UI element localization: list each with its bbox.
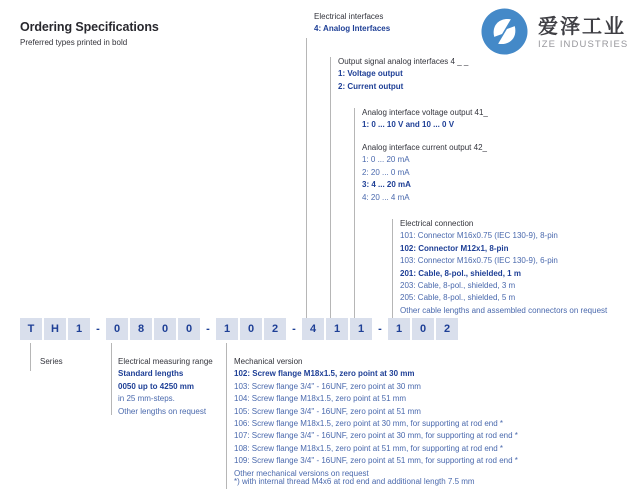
part-number-row bbox=[20, 318, 460, 340]
block-header: Mechanical version bbox=[234, 357, 303, 366]
part-char-box: 1 bbox=[326, 318, 348, 340]
option-line: 203: Cable, 8-pol., shielded, 3 m bbox=[400, 281, 516, 291]
option-line: Other mechanical versions on request bbox=[234, 468, 369, 478]
logo-english-name: IZE INDUSTRIES bbox=[538, 39, 629, 50]
option-line: 103: Connector M16x0.75 (IEC 130-9), 6-pin bbox=[400, 256, 558, 266]
block-electrical-measuring-range bbox=[118, 356, 213, 418]
option-line: 106: Screw flange M18x1.5, zero point at 30 mm, for supporting at rod end * bbox=[234, 419, 504, 429]
block-voltage-output bbox=[362, 107, 488, 132]
option-line: 103: Screw flange 3/4" - 16UNF, zero point at 30 mm bbox=[234, 381, 421, 391]
option-line: 0050 up to 4250 mm bbox=[118, 381, 195, 391]
footnote: *) with internal thread M4x6 at rod end and additional length 7.5 mm bbox=[234, 477, 475, 486]
option-line: Other lengths on request bbox=[118, 406, 207, 416]
part-separator: - bbox=[206, 323, 210, 335]
option-line: 205: Cable, 8-pol., shielded, 5 m bbox=[400, 293, 516, 303]
connector-line-series bbox=[30, 343, 31, 371]
block-header: Series bbox=[40, 357, 63, 366]
part-char-box: 0 bbox=[412, 318, 434, 340]
connector-line-electrical-connection bbox=[392, 219, 393, 318]
option-line: 109: Screw flange 3/4" - 16UNF, zero point at 51 mm, for supporting at rod end * bbox=[234, 456, 518, 466]
option-line: 108: Screw flange M18x1.5, zero point at 51 mm, for supporting at rod end * bbox=[234, 443, 504, 453]
option-line: 1: 0 ... 10 V and 10 ... 0 V bbox=[362, 120, 455, 130]
part-char-box: 1 bbox=[68, 318, 90, 340]
logo-chinese-name: 爱泽工业 bbox=[538, 16, 626, 38]
part-char-box: 2 bbox=[264, 318, 286, 340]
block-header: Analog interface current output 42_ bbox=[362, 143, 487, 152]
part-char-box: 1 bbox=[216, 318, 238, 340]
option-line: 4: 20 ... 4 mA bbox=[362, 192, 410, 202]
option-line: 1: Voltage output bbox=[338, 69, 403, 79]
ize-swirl-logo-icon bbox=[481, 8, 528, 55]
connector-line-output-signal bbox=[330, 57, 331, 318]
part-separator: - bbox=[378, 323, 382, 335]
part-char-box: 1 bbox=[350, 318, 372, 340]
option-line: 4: Analog Interfaces bbox=[314, 24, 391, 34]
option-line: 1: 0 ... 20 mA bbox=[362, 155, 410, 165]
block-header: Analog interface voltage output 41_ bbox=[362, 108, 488, 117]
option-line: 102: Screw flange M18x1.5, zero point at 30 mm bbox=[234, 369, 415, 379]
block-current-output bbox=[362, 142, 487, 204]
page-subtitle: Preferred types printed in bold bbox=[20, 38, 128, 47]
part-char-box: 4 bbox=[302, 318, 324, 340]
part-char-box: 1 bbox=[388, 318, 410, 340]
part-separator: - bbox=[96, 323, 100, 335]
block-header: Output signal analog interfaces 4 _ _ bbox=[338, 57, 469, 66]
part-char-box: 8 bbox=[130, 318, 152, 340]
block-header: Electrical measuring range bbox=[118, 357, 213, 366]
logo-text bbox=[538, 8, 628, 50]
option-line: Standard lengths bbox=[118, 369, 184, 379]
part-char-box: 2 bbox=[436, 318, 458, 340]
part-char-box: 0 bbox=[154, 318, 176, 340]
page-title: Ordering Specifications bbox=[20, 20, 159, 34]
option-line: 3: 4 ... 20 mA bbox=[362, 180, 411, 190]
option-line: in 25 mm-steps. bbox=[118, 394, 175, 404]
option-line: 107: Screw flange 3/4" - 16UNF, zero point at 30 mm, for supporting at rod end * bbox=[234, 431, 518, 441]
part-char-box: 0 bbox=[106, 318, 128, 340]
option-line: 2: 20 ... 0 mA bbox=[362, 167, 410, 177]
connector-line-measuring-range bbox=[111, 343, 112, 415]
part-char-box: 0 bbox=[240, 318, 262, 340]
block-electrical-connection bbox=[400, 218, 607, 317]
part-char-box: H bbox=[44, 318, 66, 340]
part-separator: - bbox=[292, 323, 296, 335]
option-line: 2: Current output bbox=[338, 81, 404, 91]
connector-line-analog-interface bbox=[354, 108, 355, 318]
block-output-signal bbox=[338, 56, 468, 93]
block-header: Electrical interfaces bbox=[314, 12, 384, 21]
option-line: Other cable lengths and assembled connectors on request bbox=[400, 305, 608, 315]
option-line: 104: Screw flange M18x1.5, zero point at 51 mm bbox=[234, 394, 407, 404]
option-line: 101: Connector M16x0.75 (IEC 130-9), 8-pin bbox=[400, 231, 558, 241]
company-logo bbox=[481, 8, 628, 55]
option-line: 105: Screw flange 3/4" - 16UNF, zero point at 51 mm bbox=[234, 406, 421, 416]
block-series bbox=[40, 356, 63, 368]
block-electrical-interfaces bbox=[314, 11, 390, 36]
block-header: Electrical connection bbox=[400, 219, 474, 228]
block-mechanical-version bbox=[234, 356, 518, 480]
option-line: 102: Connector M12x1, 8-pin bbox=[400, 243, 509, 253]
connector-line-electrical-interfaces bbox=[306, 38, 307, 318]
option-line: 201: Cable, 8-pol., shielded, 1 m bbox=[400, 268, 521, 278]
part-char-box: 0 bbox=[178, 318, 200, 340]
part-char-box: T bbox=[20, 318, 42, 340]
connector-line-mechanical-version bbox=[226, 343, 227, 489]
